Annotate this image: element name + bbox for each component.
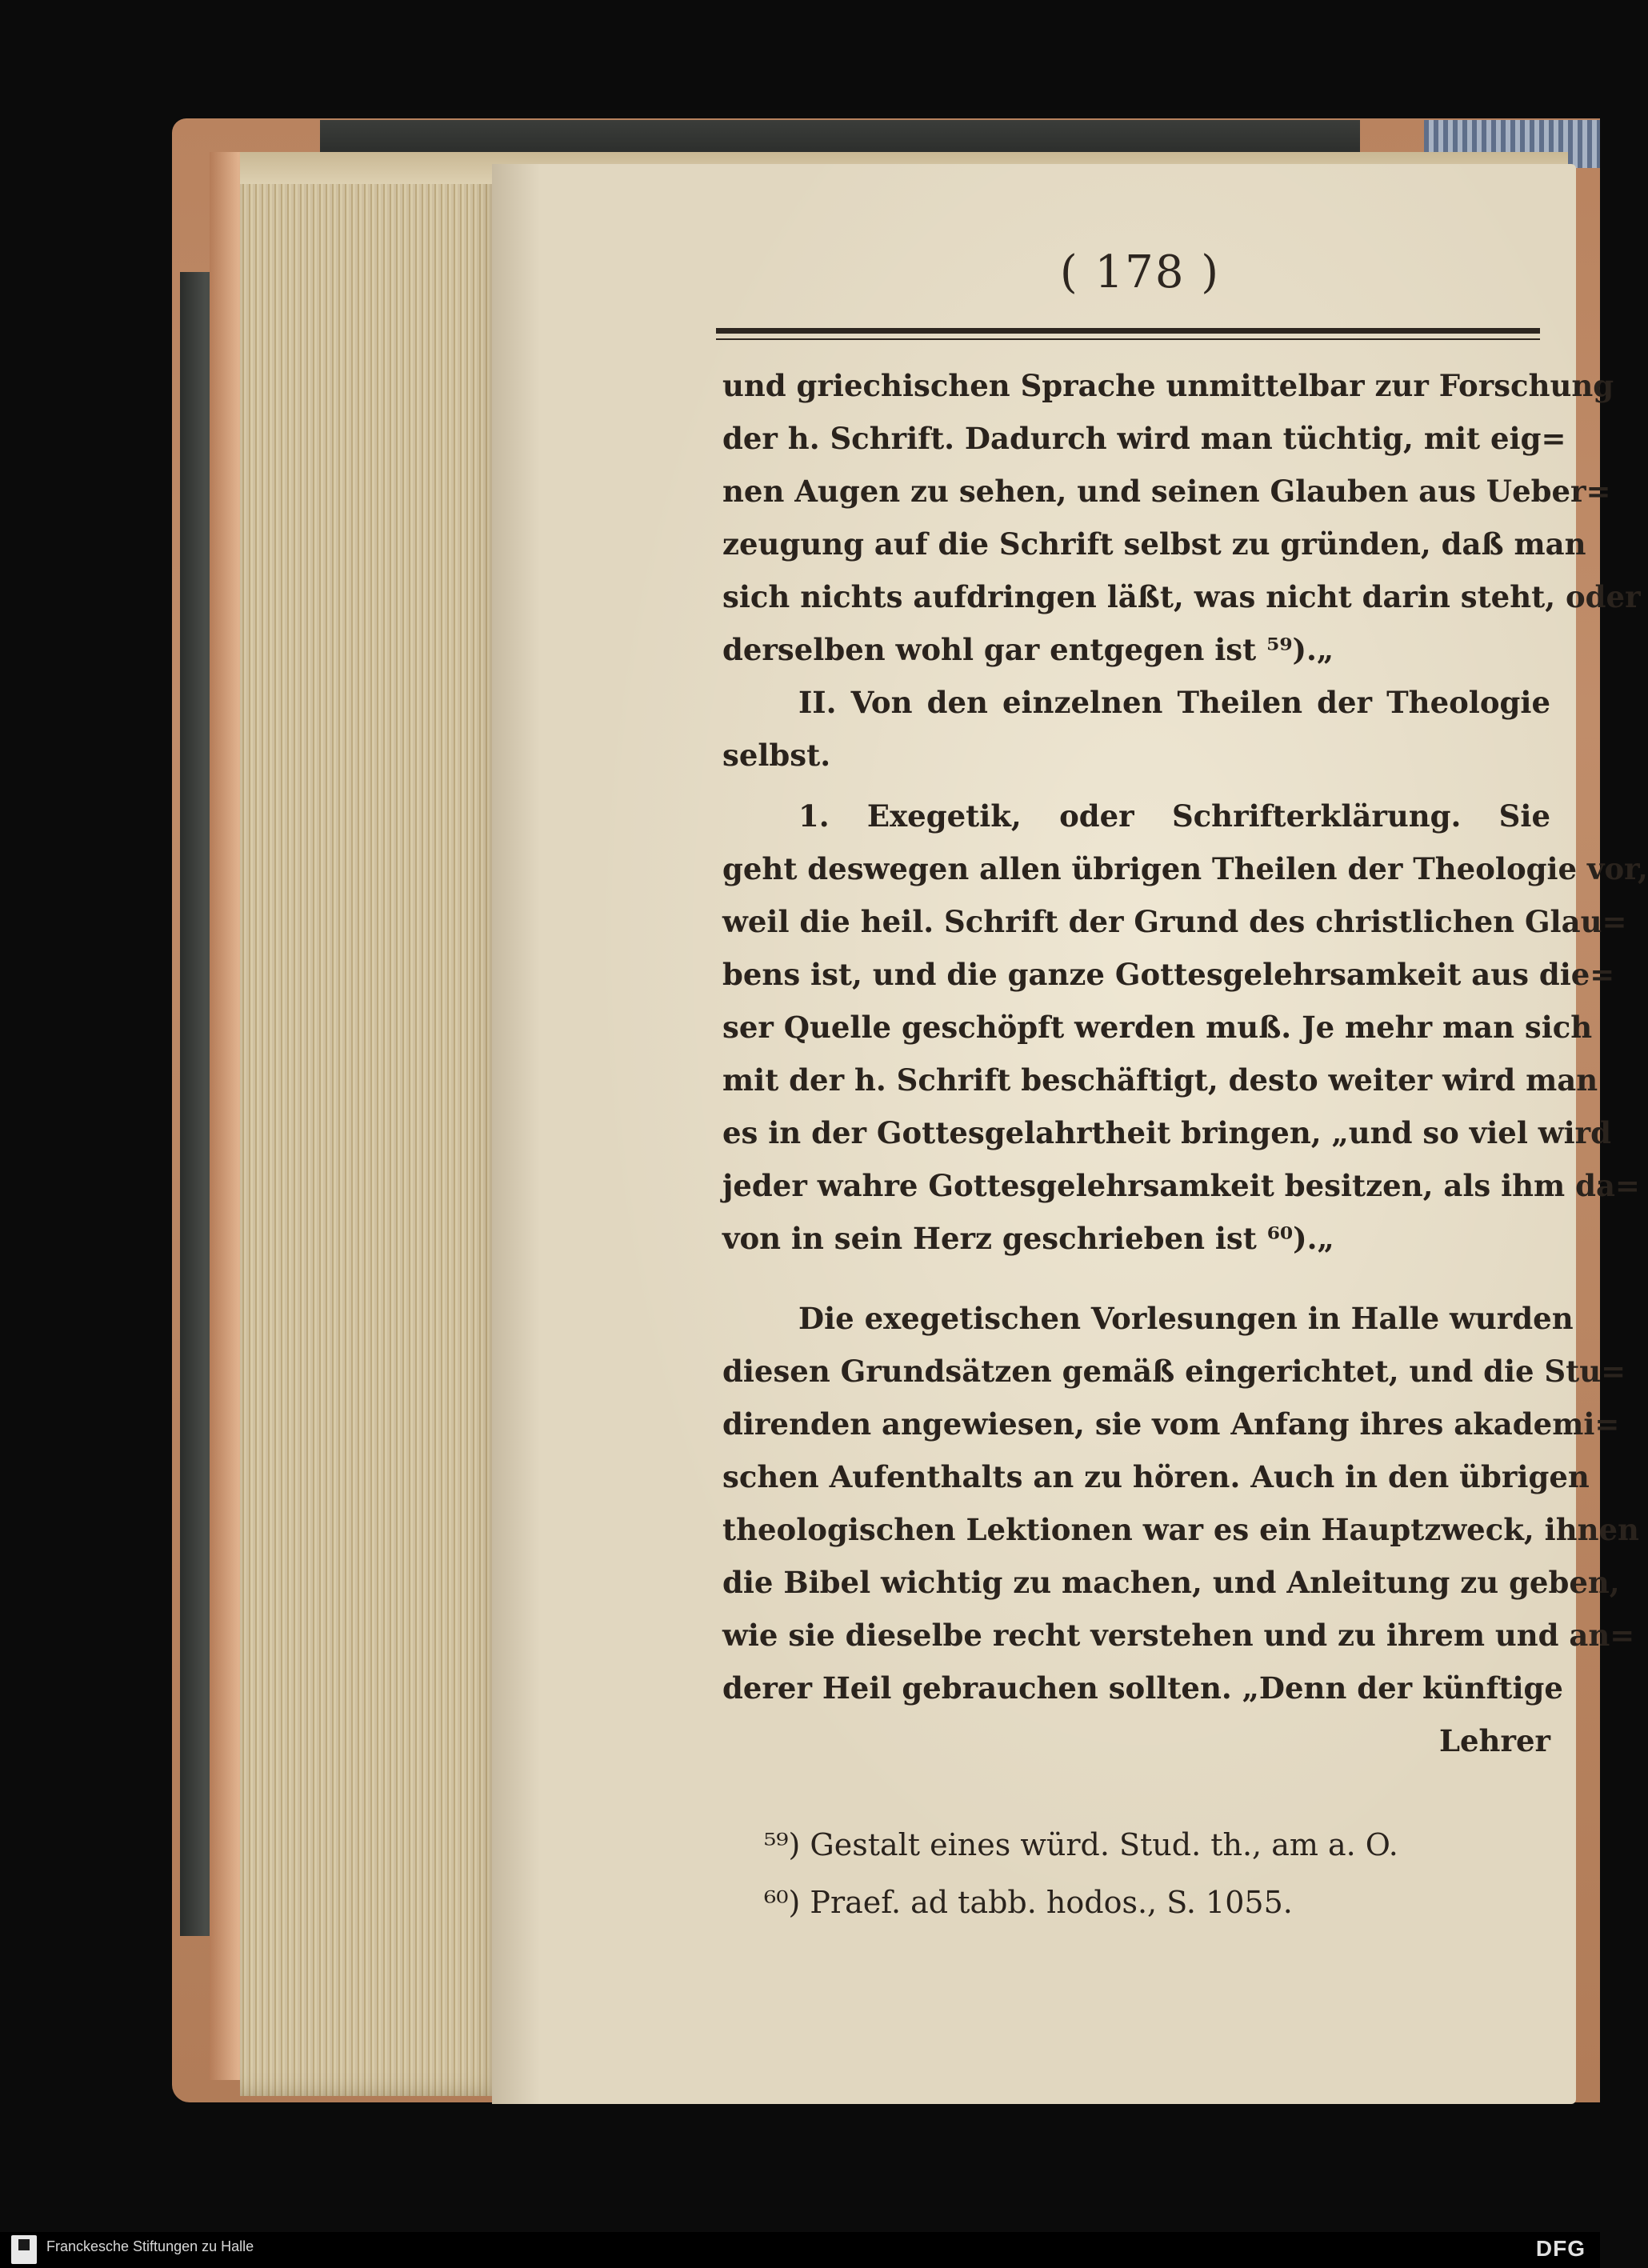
footnote: ⁶⁰) Praef. ad tabb. hodos., S. 1055. (764, 1885, 1293, 1920)
viewer-footer (0, 2232, 1600, 2268)
header-rule-thin (716, 338, 1540, 340)
text-line: ser Quelle geschöpft werden muß. Je mehr man sich (722, 1010, 1593, 1045)
top-binding-cloth (320, 120, 1360, 154)
page-block-edge (240, 152, 512, 2096)
text-line: Die exegetischen Vorlesungen in Halle wurden (798, 1301, 1574, 1336)
text-line: nen Augen zu sehen, und seinen Glauben aus Ueber= (722, 474, 1611, 509)
text-line: jeder wahre Gottesgelehrsamkeit besitzen, als ihm da= (722, 1168, 1640, 1203)
text-line: mit der h. Schrift beschäftigt, desto weiter wird man (722, 1062, 1598, 1098)
text-line: weil die heil. Schrift der Grund des christlichen Glau= (722, 904, 1627, 939)
text-line: von in sein Herz geschrieben ist ⁶⁰).„ (722, 1221, 1334, 1256)
text-line: sich nichts aufdringen läßt, was nicht darin steht, oder (722, 579, 1641, 614)
catchword: Lehrer (1439, 1723, 1550, 1758)
text-line: zeugung auf die Schrift selbst zu gründen, daß man (722, 526, 1586, 562)
text-line: theologischen Lektionen war es ein Hauptzweck, ihnen (722, 1512, 1639, 1547)
text-line: und griechischen Sprache unmittelbar zur Forschung (722, 368, 1614, 403)
text-line: es in der Gottesgelahrtheit bringen, „und so viel wird (722, 1115, 1612, 1150)
text-line: diesen Grundsätzen gemäß eingerichtet, und die Stu= (722, 1354, 1626, 1389)
text-line: derer Heil gebrauchen sollten. „Denn der künftige (722, 1670, 1563, 1706)
text-line: bens ist, und die ganze Gottesgelehrsamkeit aus die= (722, 957, 1615, 992)
text-line: geht deswegen allen übrigen Theilen der Theologie vor, (722, 851, 1648, 886)
text-line: selbst. (722, 738, 831, 773)
text-line: der h. Schrift. Dadurch wird man tüchtig, mit eig= (722, 421, 1566, 456)
subsection-heading: 1. Exegetik, oder Schrifterklärung. Sie (798, 798, 1550, 834)
institution-name: Franckesche Stiftungen zu Halle (46, 2238, 254, 2254)
text-line: wie sie dieselbe recht verstehen und zu ihrem und an= (722, 1618, 1635, 1653)
text-line: die Bibel wichtig zu machen, und Anleitung zu geben, (722, 1565, 1620, 1600)
footnote: ⁵⁹) Gestalt eines würd. Stud. th., am a. O. (764, 1827, 1398, 1862)
section-heading: II. Von den einzelnen Theilen der Theologie (798, 685, 1550, 720)
header-rule (716, 328, 1540, 334)
text-line: direnden angewiesen, sie vom Anfang ihres akademi= (722, 1406, 1620, 1442)
text-line: derselben wohl gar entgegen ist ⁵⁹).„ (722, 632, 1334, 667)
text-line: schen Aufenthalts an zu hören. Auch in den übrigen (722, 1459, 1590, 1494)
dfg-logo: DFG (1535, 2236, 1586, 2261)
page-number: ( 178 ) (1059, 246, 1221, 298)
institution-logo-mark (18, 2239, 30, 2250)
